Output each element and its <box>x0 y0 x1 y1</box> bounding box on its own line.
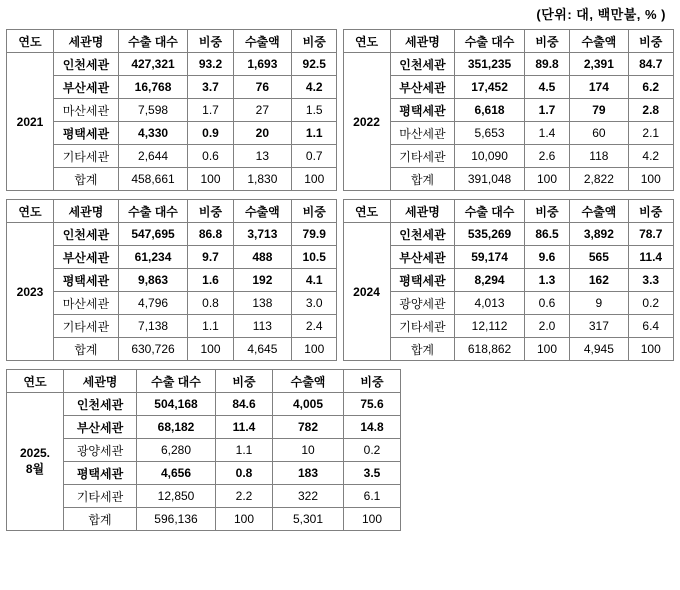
export-value: 13 <box>233 145 291 168</box>
export-value-share: 84.7 <box>628 53 674 76</box>
customs-name: 인천세관 <box>54 223 119 246</box>
table-row <box>343 246 673 269</box>
export-units: 6,280 <box>137 439 216 462</box>
customs-name: 마산세관 <box>390 122 455 145</box>
column-header: 비중 <box>188 30 233 53</box>
table-row <box>7 99 337 122</box>
export-value-share: 75.6 <box>344 393 401 416</box>
customs-name: 평택세관 <box>64 462 137 485</box>
table-row <box>7 53 337 76</box>
export-value-share: 6.1 <box>344 485 401 508</box>
table-row <box>7 508 401 531</box>
export-units-share: 0.6 <box>188 145 233 168</box>
column-header: 세관명 <box>64 370 137 393</box>
year-cell: 2024 <box>343 223 390 361</box>
column-header: 비중 <box>216 370 273 393</box>
customs-name: 마산세관 <box>54 292 119 315</box>
column-header: 수출 대수 <box>118 30 188 53</box>
export-value: 565 <box>570 246 628 269</box>
table-row <box>343 53 673 76</box>
customs-table <box>343 199 674 361</box>
export-value: 3,713 <box>233 223 291 246</box>
export-value: 4,005 <box>273 393 344 416</box>
customs-name: 평택세관 <box>390 269 455 292</box>
column-header: 비중 <box>291 30 337 53</box>
export-units-share: 2.2 <box>216 485 273 508</box>
export-value-share: 1.1 <box>291 122 337 145</box>
table-row <box>7 223 337 246</box>
unit-note: (단위: 대, 백만불, % ) <box>536 7 666 22</box>
customs-table <box>343 29 674 191</box>
export-value: 118 <box>570 145 628 168</box>
export-value-share: 3.3 <box>628 269 674 292</box>
customs-name: 인천세관 <box>390 223 455 246</box>
export-units: 630,726 <box>118 338 188 361</box>
export-units: 4,013 <box>455 292 525 315</box>
table-row <box>343 145 673 168</box>
export-value: 9 <box>570 292 628 315</box>
customs-table-2021 <box>6 29 337 191</box>
export-units: 596,136 <box>137 508 216 531</box>
export-units: 391,048 <box>455 168 525 191</box>
export-value-share: 4.1 <box>291 269 337 292</box>
export-units-share: 0.8 <box>216 462 273 485</box>
customs-name: 마산세관 <box>54 99 119 122</box>
customs-name: 부산세관 <box>390 246 455 269</box>
customs-name: 합계 <box>54 168 119 191</box>
export-units: 7,138 <box>118 315 188 338</box>
export-units-share: 0.6 <box>524 292 569 315</box>
export-units: 17,452 <box>455 76 525 99</box>
column-header: 수출 대수 <box>118 200 188 223</box>
customs-name: 부산세관 <box>54 246 119 269</box>
export-value: 76 <box>233 76 291 99</box>
export-units-share: 100 <box>216 508 273 531</box>
export-value: 138 <box>233 292 291 315</box>
customs-name: 인천세관 <box>64 393 137 416</box>
export-value: 3,892 <box>570 223 628 246</box>
table-row <box>343 168 673 191</box>
export-value: 27 <box>233 99 291 122</box>
table-row <box>7 462 401 485</box>
column-header: 연도 <box>343 30 390 53</box>
export-units-share: 9.7 <box>188 246 233 269</box>
export-value-share: 0.2 <box>628 292 674 315</box>
column-header: 비중 <box>291 200 337 223</box>
customs-name: 광양세관 <box>390 292 455 315</box>
column-header: 연도 <box>7 370 64 393</box>
export-value: 317 <box>570 315 628 338</box>
export-value-share: 3.0 <box>291 292 337 315</box>
table-row <box>343 122 673 145</box>
customs-name: 기타세관 <box>390 315 455 338</box>
export-units-share: 1.7 <box>188 99 233 122</box>
customs-table-2024 <box>343 199 674 361</box>
column-header: 비중 <box>188 200 233 223</box>
export-value-share: 100 <box>291 168 337 191</box>
table-row <box>7 122 337 145</box>
export-value-share: 3.5 <box>344 462 401 485</box>
export-value-share: 0.2 <box>344 439 401 462</box>
export-units-share: 4.5 <box>524 76 569 99</box>
export-value: 1,830 <box>233 168 291 191</box>
column-header: 수출 대수 <box>137 370 216 393</box>
export-value: 2,391 <box>570 53 628 76</box>
export-units: 4,330 <box>118 122 188 145</box>
table-row <box>343 76 673 99</box>
customs-name: 합계 <box>54 338 119 361</box>
export-value-share: 78.7 <box>628 223 674 246</box>
export-units: 2,644 <box>118 145 188 168</box>
customs-name: 합계 <box>390 168 455 191</box>
export-value-share: 100 <box>291 338 337 361</box>
export-value-share: 2.1 <box>628 122 674 145</box>
export-value: 2,822 <box>570 168 628 191</box>
column-header: 비중 <box>524 30 569 53</box>
export-value: 10 <box>273 439 344 462</box>
column-header: 수출액 <box>570 30 628 53</box>
export-value-share: 11.4 <box>628 246 674 269</box>
customs-name: 부산세관 <box>54 76 119 99</box>
export-units: 535,269 <box>455 223 525 246</box>
customs-name: 평택세관 <box>54 122 119 145</box>
table-header-row <box>343 200 673 223</box>
export-value-share: 100 <box>628 168 674 191</box>
export-value-share: 6.4 <box>628 315 674 338</box>
export-units-share: 1.3 <box>524 269 569 292</box>
table-row-group-2 <box>6 199 674 361</box>
export-units: 8,294 <box>455 269 525 292</box>
export-value-share: 2.8 <box>628 99 674 122</box>
customs-name: 합계 <box>390 338 455 361</box>
export-units-share: 2.0 <box>524 315 569 338</box>
export-units-share: 1.1 <box>216 439 273 462</box>
export-units-share: 86.8 <box>188 223 233 246</box>
customs-name: 부산세관 <box>390 76 455 99</box>
export-value: 5,301 <box>273 508 344 531</box>
export-units-share: 2.6 <box>524 145 569 168</box>
customs-name: 평택세관 <box>54 269 119 292</box>
export-units: 618,862 <box>455 338 525 361</box>
column-header: 세관명 <box>390 200 455 223</box>
table-row <box>7 485 401 508</box>
export-units: 16,768 <box>118 76 188 99</box>
export-units-share: 84.6 <box>216 393 273 416</box>
export-value-share: 1.5 <box>291 99 337 122</box>
customs-name: 기타세관 <box>54 145 119 168</box>
export-value-share: 100 <box>628 338 674 361</box>
export-units-share: 0.9 <box>188 122 233 145</box>
year-cell: 2021 <box>7 53 54 191</box>
export-units: 7,598 <box>118 99 188 122</box>
column-header: 비중 <box>524 200 569 223</box>
export-units: 504,168 <box>137 393 216 416</box>
table-row-group-3 <box>6 369 674 531</box>
export-value-share: 4.2 <box>291 76 337 99</box>
export-units-share: 93.2 <box>188 53 233 76</box>
export-units-share: 0.8 <box>188 292 233 315</box>
column-header: 수출액 <box>233 200 291 223</box>
export-units: 458,661 <box>118 168 188 191</box>
export-units: 10,090 <box>455 145 525 168</box>
customs-table <box>6 199 337 361</box>
customs-table <box>6 29 337 191</box>
table-row <box>343 315 673 338</box>
customs-name: 인천세관 <box>54 53 119 76</box>
export-value: 79 <box>570 99 628 122</box>
column-header: 세관명 <box>54 30 119 53</box>
export-value-share: 4.2 <box>628 145 674 168</box>
export-units-share: 1.6 <box>188 269 233 292</box>
export-units: 12,112 <box>455 315 525 338</box>
export-value-share: 100 <box>344 508 401 531</box>
export-units-share: 89.8 <box>524 53 569 76</box>
table-row <box>7 315 337 338</box>
column-header: 수출액 <box>233 30 291 53</box>
table-row <box>7 393 401 416</box>
column-header: 수출 대수 <box>455 30 525 53</box>
block-spacer <box>6 361 674 369</box>
export-value: 4,945 <box>570 338 628 361</box>
export-value-share: 2.4 <box>291 315 337 338</box>
export-units-share: 1.1 <box>188 315 233 338</box>
table-row <box>7 292 337 315</box>
export-units: 12,850 <box>137 485 216 508</box>
customs-table-2022 <box>343 29 674 191</box>
table-row <box>343 292 673 315</box>
customs-table-2025-08 <box>6 369 401 531</box>
table-header-row <box>7 200 337 223</box>
column-header: 비중 <box>344 370 401 393</box>
column-header: 수출액 <box>570 200 628 223</box>
column-header: 세관명 <box>54 200 119 223</box>
export-units: 427,321 <box>118 53 188 76</box>
export-value: 20 <box>233 122 291 145</box>
customs-name: 부산세관 <box>64 416 137 439</box>
table-row <box>7 76 337 99</box>
export-units-share: 1.7 <box>524 99 569 122</box>
export-value: 192 <box>233 269 291 292</box>
customs-table-2023 <box>6 199 337 361</box>
export-units-share: 1.4 <box>524 122 569 145</box>
export-units-share: 3.7 <box>188 76 233 99</box>
table-row <box>343 338 673 361</box>
column-header: 연도 <box>343 200 390 223</box>
table-row <box>7 246 337 269</box>
table-row <box>343 269 673 292</box>
export-units: 5,653 <box>455 122 525 145</box>
table-header-row <box>343 30 673 53</box>
export-value: 488 <box>233 246 291 269</box>
export-value: 782 <box>273 416 344 439</box>
column-header: 수출 대수 <box>455 200 525 223</box>
export-units: 61,234 <box>118 246 188 269</box>
export-value: 60 <box>570 122 628 145</box>
column-header: 연도 <box>7 30 54 53</box>
export-value-share: 0.7 <box>291 145 337 168</box>
table-row <box>7 168 337 191</box>
export-units: 9,863 <box>118 269 188 292</box>
year-cell: 2023 <box>7 223 54 361</box>
table-header-row <box>7 370 401 393</box>
table-row-group-1 <box>6 29 674 191</box>
column-header: 수출액 <box>273 370 344 393</box>
export-value-share: 10.5 <box>291 246 337 269</box>
column-header: 세관명 <box>390 30 455 53</box>
table-row <box>7 338 337 361</box>
customs-name: 광양세관 <box>64 439 137 462</box>
export-units-share: 100 <box>524 168 569 191</box>
export-units: 547,695 <box>118 223 188 246</box>
export-value: 183 <box>273 462 344 485</box>
table-row <box>7 416 401 439</box>
export-value-share: 79.9 <box>291 223 337 246</box>
column-header: 연도 <box>7 200 54 223</box>
customs-table <box>6 369 401 531</box>
export-units-share: 11.4 <box>216 416 273 439</box>
export-value-share: 92.5 <box>291 53 337 76</box>
customs-name: 인천세관 <box>390 53 455 76</box>
export-value-share: 6.2 <box>628 76 674 99</box>
export-units: 351,235 <box>455 53 525 76</box>
table-row <box>7 439 401 462</box>
export-value: 322 <box>273 485 344 508</box>
export-units-share: 86.5 <box>524 223 569 246</box>
export-units: 4,656 <box>137 462 216 485</box>
export-value-share: 14.8 <box>344 416 401 439</box>
column-header: 비중 <box>628 30 674 53</box>
customs-name: 합계 <box>64 508 137 531</box>
export-value: 174 <box>570 76 628 99</box>
customs-name: 기타세관 <box>390 145 455 168</box>
table-row <box>7 145 337 168</box>
customs-name: 기타세관 <box>64 485 137 508</box>
export-value: 4,645 <box>233 338 291 361</box>
table-row <box>343 99 673 122</box>
year-cell: 2025. 8월 <box>7 393 64 531</box>
year-cell: 2022 <box>343 53 390 191</box>
customs-name: 기타세관 <box>54 315 119 338</box>
export-units-share: 9.6 <box>524 246 569 269</box>
export-units: 6,618 <box>455 99 525 122</box>
column-header: 비중 <box>628 200 674 223</box>
table-row <box>7 269 337 292</box>
export-units-share: 100 <box>524 338 569 361</box>
export-units: 59,174 <box>455 246 525 269</box>
block-spacer <box>6 191 674 199</box>
export-units: 68,182 <box>137 416 216 439</box>
export-value: 1,693 <box>233 53 291 76</box>
customs-name: 평택세관 <box>390 99 455 122</box>
export-value: 162 <box>570 269 628 292</box>
table-row <box>343 223 673 246</box>
export-value: 113 <box>233 315 291 338</box>
export-units-share: 100 <box>188 168 233 191</box>
export-units: 4,796 <box>118 292 188 315</box>
table-header-row <box>7 30 337 53</box>
export-units-share: 100 <box>188 338 233 361</box>
